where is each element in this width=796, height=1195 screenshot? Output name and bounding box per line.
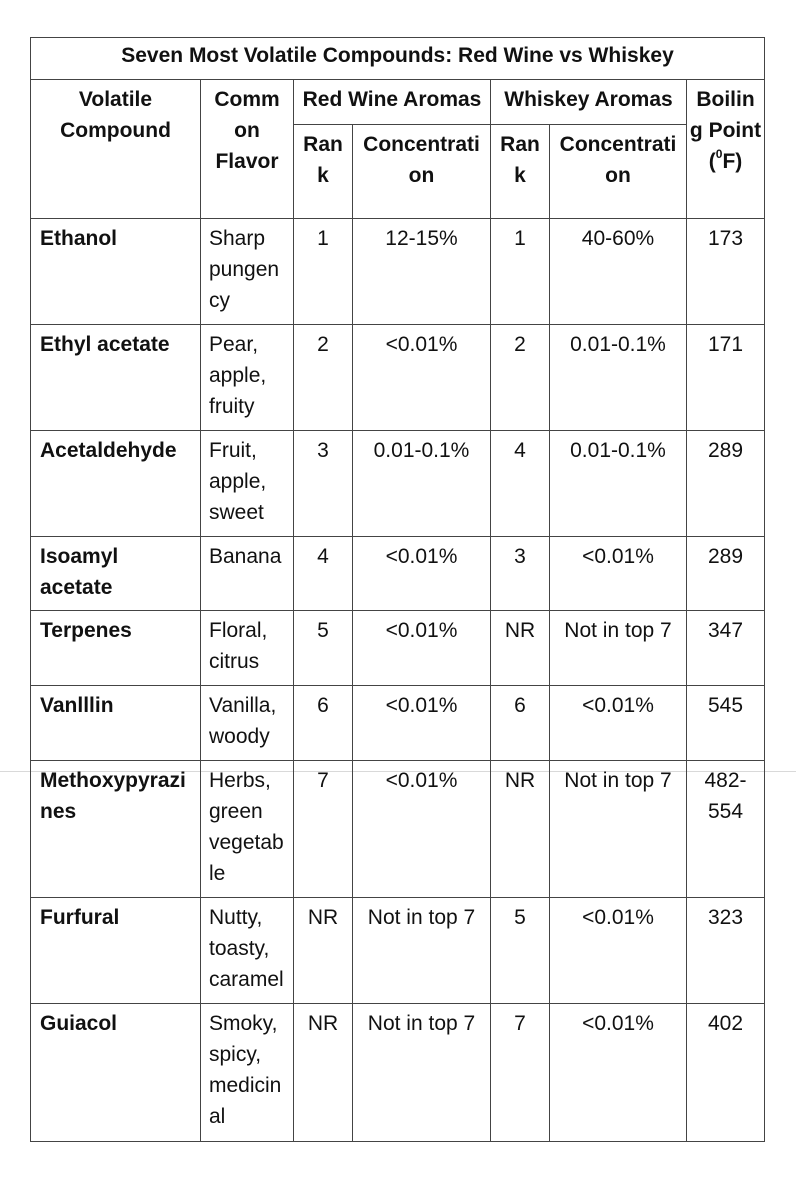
- header-compound: Volatile Compound: [31, 80, 201, 219]
- table-row: [31, 898, 765, 1004]
- flavor-cell: Smoky, spicy, medicin al: [201, 1004, 294, 1142]
- table-row: [31, 537, 765, 611]
- flavor-cell: Vanilla, woody: [201, 686, 294, 761]
- boiling-point-cell: 323: [687, 898, 765, 1004]
- compound-name: Furfural: [31, 898, 201, 1004]
- flavor-cell: Pear, apple, fruity: [201, 325, 294, 431]
- whiskey-rank-cell: 1: [491, 219, 550, 325]
- table-row: [31, 611, 765, 686]
- boiling-point-cell: 347: [687, 611, 765, 686]
- wine-concentration-cell: <0.01%: [353, 611, 491, 686]
- whiskey-rank-cell: NR: [491, 761, 550, 898]
- header-flavor: Comm on Flavor: [201, 80, 294, 219]
- boiling-point-cell: 171: [687, 325, 765, 431]
- whiskey-rank-cell: 7: [491, 1004, 550, 1142]
- flavor-cell: Sharp pungen cy: [201, 219, 294, 325]
- compound-name: Isoamyl acetate: [31, 537, 201, 611]
- wine-concentration-cell: <0.01%: [353, 761, 491, 898]
- header-whiskey-rank: Ran k: [491, 125, 550, 219]
- boiling-point-cell: 402: [687, 1004, 765, 1142]
- boiling-point-cell: 482- 554: [687, 761, 765, 898]
- boiling-point-cell: 289: [687, 431, 765, 537]
- whiskey-rank-cell: 6: [491, 686, 550, 761]
- flavor-cell: Herbs, green vegetab le: [201, 761, 294, 898]
- wine-concentration-cell: <0.01%: [353, 537, 491, 611]
- table-row: [31, 761, 765, 898]
- wine-concentration-cell: <0.01%: [353, 325, 491, 431]
- table-row: [31, 219, 765, 325]
- header-whiskey: Whiskey Aromas: [491, 80, 687, 125]
- header-boiling-point: Boilin g Point ($^0$F): [687, 80, 765, 219]
- whiskey-rank-cell: NR: [491, 611, 550, 686]
- compound-name: Acetaldehyde: [31, 431, 201, 537]
- boiling-point-cell: 289: [687, 537, 765, 611]
- table-row: [31, 686, 765, 761]
- wine-concentration-cell: 0.01-0.1%: [353, 431, 491, 537]
- table-row: [31, 1004, 765, 1142]
- wine-concentration-cell: Not in top 7: [353, 898, 491, 1004]
- wine-rank-cell: NR: [294, 1004, 353, 1142]
- table-row: [31, 431, 765, 537]
- compounds-table: [30, 37, 765, 1142]
- wine-rank-cell: 4: [294, 537, 353, 611]
- flavor-cell: Floral, citrus: [201, 611, 294, 686]
- compound-name: Terpenes: [31, 611, 201, 686]
- whiskey-concentration-cell: <0.01%: [550, 898, 687, 1004]
- header-red-wine: Red Wine Aromas: [294, 80, 491, 125]
- compound-name: Guiacol: [31, 1004, 201, 1142]
- wine-rank-cell: 6: [294, 686, 353, 761]
- whiskey-concentration-cell: <0.01%: [550, 1004, 687, 1142]
- whiskey-concentration-cell: <0.01%: [550, 537, 687, 611]
- wine-rank-cell: 7: [294, 761, 353, 898]
- wine-rank-cell: 5: [294, 611, 353, 686]
- wine-rank-cell: 3: [294, 431, 353, 537]
- wine-rank-cell: NR: [294, 898, 353, 1004]
- degree-superscript: 0: [715, 147, 723, 161]
- table-body: [31, 219, 765, 1142]
- boiling-point-cell: 173: [687, 219, 765, 325]
- header-wine-concentration: Concentrati on: [353, 125, 491, 219]
- whiskey-rank-cell: 4: [491, 431, 550, 537]
- flavor-cell: Fruit, apple, sweet: [201, 431, 294, 537]
- header-whiskey-concentration: Concentrati on: [550, 125, 687, 219]
- flavor-cell: Nutty, toasty, caramel: [201, 898, 294, 1004]
- whiskey-concentration-cell: 40-60%: [550, 219, 687, 325]
- compound-name: Ethanol: [31, 219, 201, 325]
- table-row: [31, 325, 765, 431]
- header-boiling-point-label: Boilin g Point: [689, 88, 762, 142]
- whiskey-concentration-cell: 0.01-0.1%: [550, 325, 687, 431]
- whiskey-rank-cell: 5: [491, 898, 550, 1004]
- wine-rank-cell: 1: [294, 219, 353, 325]
- whiskey-concentration-cell: 0.01-0.1%: [550, 431, 687, 537]
- boiling-point-cell: 545: [687, 686, 765, 761]
- whiskey-rank-cell: 3: [491, 537, 550, 611]
- whiskey-rank-cell: 2: [491, 325, 550, 431]
- wine-concentration-cell: Not in top 7: [353, 1004, 491, 1142]
- header-wine-rank: Ran k: [294, 125, 353, 219]
- header-row-1: [31, 80, 765, 125]
- header-boiling-unit: F): [722, 150, 743, 173]
- whiskey-concentration-cell: Not in top 7: [550, 761, 687, 898]
- table-title: Seven Most Volatile Compounds: Red Wine vs Whiskey: [31, 38, 765, 80]
- compound-name: Methoxypyrazi nes: [31, 761, 201, 898]
- whiskey-concentration-cell: <0.01%: [550, 686, 687, 761]
- wine-rank-cell: 2: [294, 325, 353, 431]
- compound-name: Vanlllin: [31, 686, 201, 761]
- whiskey-concentration-cell: Not in top 7: [550, 611, 687, 686]
- flavor-cell: Banana: [201, 537, 294, 611]
- wine-concentration-cell: <0.01%: [353, 686, 491, 761]
- wine-concentration-cell: 12-15%: [353, 219, 491, 325]
- compound-name: Ethyl acetate: [31, 325, 201, 431]
- title-row: [31, 38, 765, 80]
